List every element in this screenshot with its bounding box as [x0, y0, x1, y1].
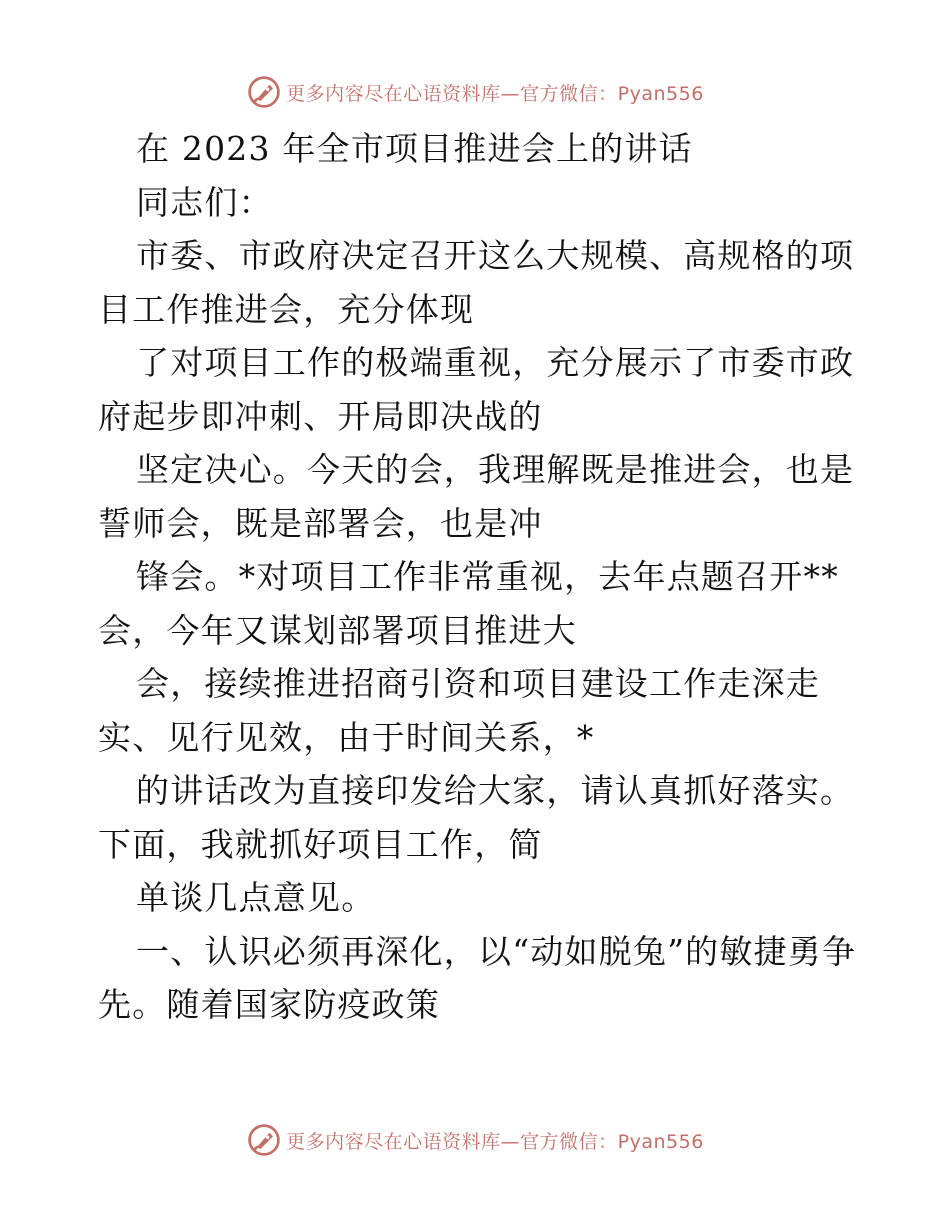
- pen-nib-logo-icon: [246, 74, 282, 110]
- paragraph: 会，接续推进招商引资和项目建设工作走深走实、见行见效，由于时间关系，*: [98, 664, 820, 757]
- watermark-banner-top: [0, 72, 950, 112]
- salutation: 同志们：: [136, 182, 273, 222]
- watermark-text: 更多内容尽在心语资料库—官方微信：Pyan556: [286, 82, 704, 105]
- document-title: 在 2023 年全市项目推进会上的讲话: [136, 129, 693, 168]
- watermark-text: 更多内容尽在心语资料库—官方微信：Pyan556: [286, 1130, 704, 1153]
- paragraph: 锋会。*对项目工作非常重视，去年点题召开**会，今年又谋划部署项目推进大: [98, 557, 839, 650]
- document-body: [98, 122, 858, 1032]
- paragraph: 了对项目工作的极端重视，充分展示了市委市政府起步即冲刺、开局即决战的: [98, 343, 855, 436]
- section-heading-paragraph: 一、认识必须再深化，以“动如脱兔”的敏捷勇争先。随着国家防疫政策: [98, 931, 857, 1024]
- paragraph: 坚定决心。今天的会，我理解既是推进会，也是誓师会，既是部署会，也是冲: [98, 450, 855, 543]
- paragraph: 市委、市政府决定召开这么大规模、高规格的项目工作推进会，充分体现: [98, 236, 855, 329]
- paragraph: 单谈几点意见。: [136, 878, 376, 917]
- pen-nib-logo-icon: [246, 1122, 282, 1158]
- watermark-banner-bottom: [0, 1120, 950, 1160]
- paragraph: 的讲话改为直接印发给大家，请认真抓好落实。下面，我就抓好项目工作，简: [98, 771, 855, 864]
